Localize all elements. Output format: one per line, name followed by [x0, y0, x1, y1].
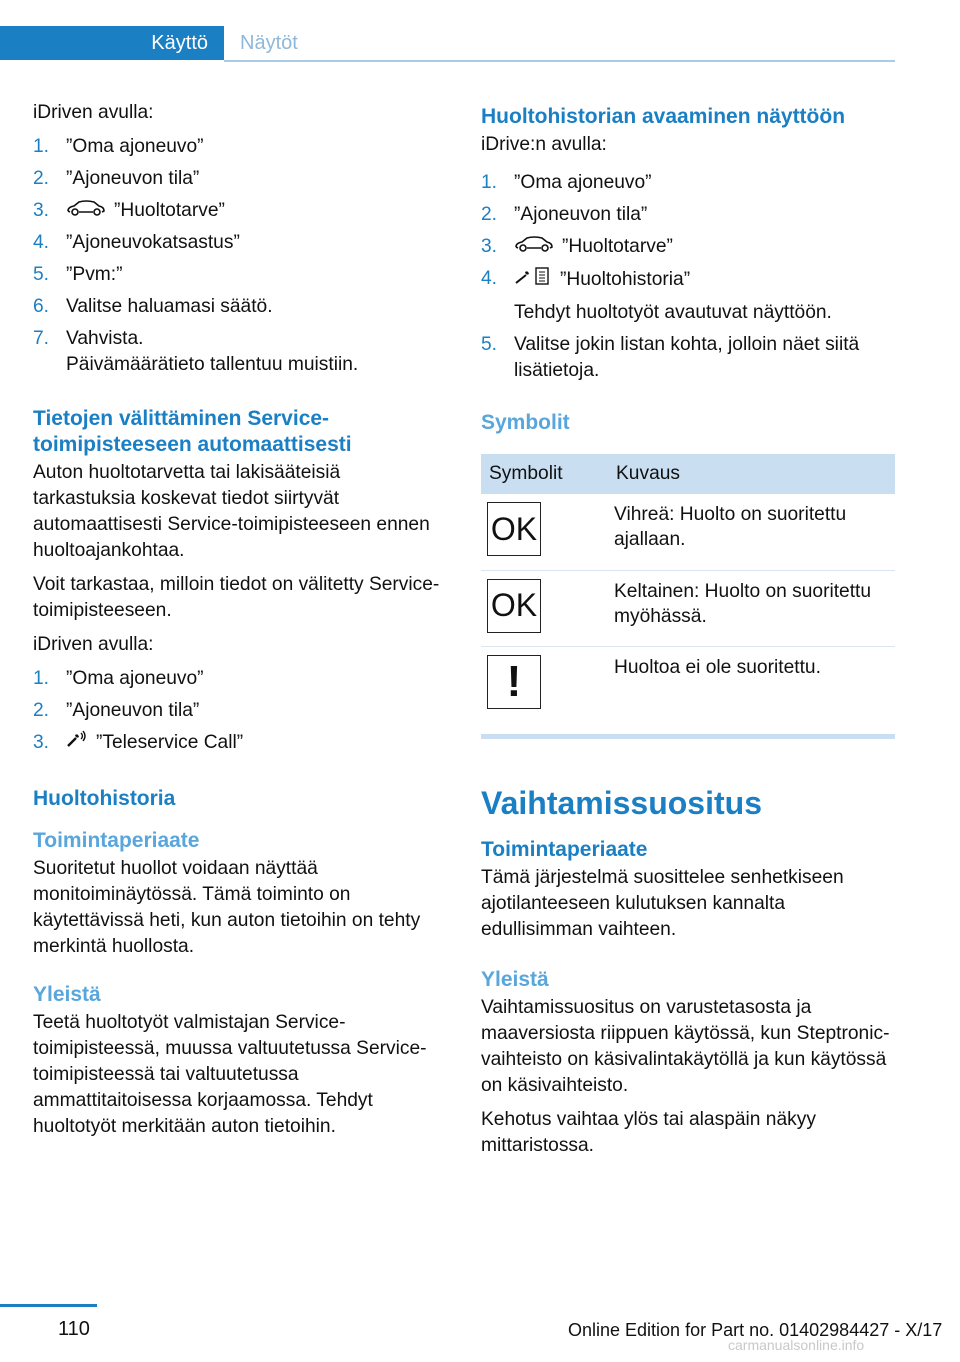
- list-item: 1. ”Oma ajoneuvo”: [481, 172, 652, 193]
- list-item: 5. ”Pvm:”: [33, 264, 123, 286]
- heading-history: Huoltohistoria: [33, 787, 176, 811]
- column-header-symbol: Symbolit: [481, 454, 608, 494]
- paragraph-transfer-2: Voit tarkastaa, milloin tiedot on välitetty Service-toimipisteeseen.: [33, 574, 440, 622]
- list-item: 3. ”Teleservice Call”: [33, 730, 447, 756]
- header-rule: [224, 60, 895, 62]
- right-column: [481, 100, 895, 1167]
- steps-list-right: [481, 170, 895, 384]
- heading-symbols: Symbolit: [481, 411, 570, 435]
- table-row: [481, 646, 895, 722]
- list-item: 2. ”Ajoneuvon tila”: [33, 168, 200, 189]
- list-item: 4. ”Ajoneuvokatsastus”: [33, 232, 240, 254]
- paragraph-transfer-1: Auton huoltotarvetta tai lakisääteisiä tarkastuksia koskevat tiedot siirtyvät automaattisesti Service-toimipisteeseen ennen huoltoajankohtaa.: [33, 462, 430, 562]
- intro-text: iDriven avulla:: [33, 102, 154, 123]
- table-bottom-rule: [481, 734, 895, 739]
- heading-general-right: Yleistä: [481, 968, 549, 992]
- car-service-icon: [66, 198, 106, 224]
- heading-general: Yleistä: [33, 983, 101, 1007]
- table-row: [481, 494, 895, 570]
- tab-naytot[interactable]: Näytöt: [240, 31, 298, 54]
- exclamation-icon: !: [487, 655, 541, 709]
- page-number: 110: [58, 1318, 90, 1340]
- list-item: 5. Valitse jokin listan kohta, jolloin näet siitä lisätietoja.: [481, 334, 860, 382]
- paragraph-general-right-2: Kehotus vaihtaa ylös tai alaspäin näkyy mittaristossa.: [481, 1109, 816, 1157]
- heading-principle-right: Toimintaperiaate: [481, 838, 648, 862]
- row-description: Keltainen: Huolto on suoritettu myöhässä.: [608, 570, 895, 646]
- paragraph-general-right-1: Vaihtamissuositus on varustetasosta ja maaversiosta riippuen käytössä, kun Steptronic-vaihteisto on käsivalintakäytöllä ja kun käytössä on käsivaihteisto.: [481, 997, 890, 1097]
- paragraph-general: Teetä huoltotyöt valmistajan Service-toimipisteessä, muussa valtuutetussa Service-toimipisteessä tai valtuutetussa ammattitaitoisessa korjaamossa. Tehdyt huoltotyöt merkitään auton tietoihin.: [33, 1012, 427, 1138]
- ok-green-icon: OK: [487, 502, 541, 556]
- column-header-description: Kuvaus: [608, 454, 895, 494]
- intro-text-2: iDriven avulla:: [33, 634, 154, 656]
- list-item: 3. ”Huoltotarve”: [33, 198, 447, 224]
- car-service-icon: [514, 234, 554, 260]
- edition-text: Online Edition for Part no. 01402984427 - X/17: [568, 1320, 943, 1340]
- table-row: [481, 570, 895, 646]
- tab-kaytto[interactable]: Käyttö: [0, 26, 224, 60]
- paragraph-principle-right: Tämä järjestelmä suosittelee senhetkiseen ajotilanteeseen kulutuksen kannalta edullisimman vaihteen.: [481, 867, 844, 941]
- list-item: 1. ”Oma ajoneuvo”: [33, 668, 204, 690]
- footer-rule: [0, 1304, 97, 1307]
- list-item: 2. ”Ajoneuvon tila”: [481, 204, 648, 225]
- heading-shift-recommendation: Vaihtamissuositus: [481, 785, 762, 822]
- steps-list-1: [33, 134, 447, 378]
- heading-open-history: Huoltohistorian avaaminen näyttöön: [481, 105, 846, 128]
- paragraph-principle: Suoritetut huollot voidaan näyttää monitoiminäytössä. Tämä toiminto on käytettävissä heti, kun auton tietoihin on tehty merkintä huollosta.: [33, 858, 421, 958]
- list-item: 6. Valitse haluamasi säätö.: [33, 296, 273, 318]
- table-header-row: [481, 454, 895, 494]
- header: [0, 26, 895, 62]
- list-item: 7. Vahvista. Päivämäärätieto tallentuu muistiin.: [33, 328, 359, 376]
- list-item: 4. ”Huoltohistoria” Tehdyt huoltotyöt avautuvat näyttöön.: [481, 268, 832, 324]
- row-description: Huoltoa ei ole suoritettu.: [614, 656, 821, 678]
- list-item: 2. ”Ajoneuvon tila”: [33, 700, 200, 722]
- left-column: [33, 100, 447, 1148]
- heading-principle: Toimintaperiaate: [33, 829, 200, 853]
- steps-list-2: [33, 666, 447, 756]
- heading-transfer: Tietojen välittäminen Service-toimipisteeseen automaattisesti: [33, 407, 352, 457]
- list-item: 1. ”Oma ajoneuvo”: [33, 136, 204, 157]
- intro-text-right: iDrive:n avulla:: [481, 134, 607, 155]
- wrench-signal-icon: [66, 730, 88, 756]
- service-history-icon: [514, 266, 552, 294]
- list-item: 3. ”Huoltotarve”: [481, 234, 895, 260]
- row-description: Vihreä: Huolto on suoritettu ajallaan.: [608, 494, 895, 570]
- ok-yellow-icon: OK: [487, 579, 541, 633]
- watermark: carmanualsonline.info: [728, 1337, 865, 1353]
- symbols-table: [481, 454, 895, 722]
